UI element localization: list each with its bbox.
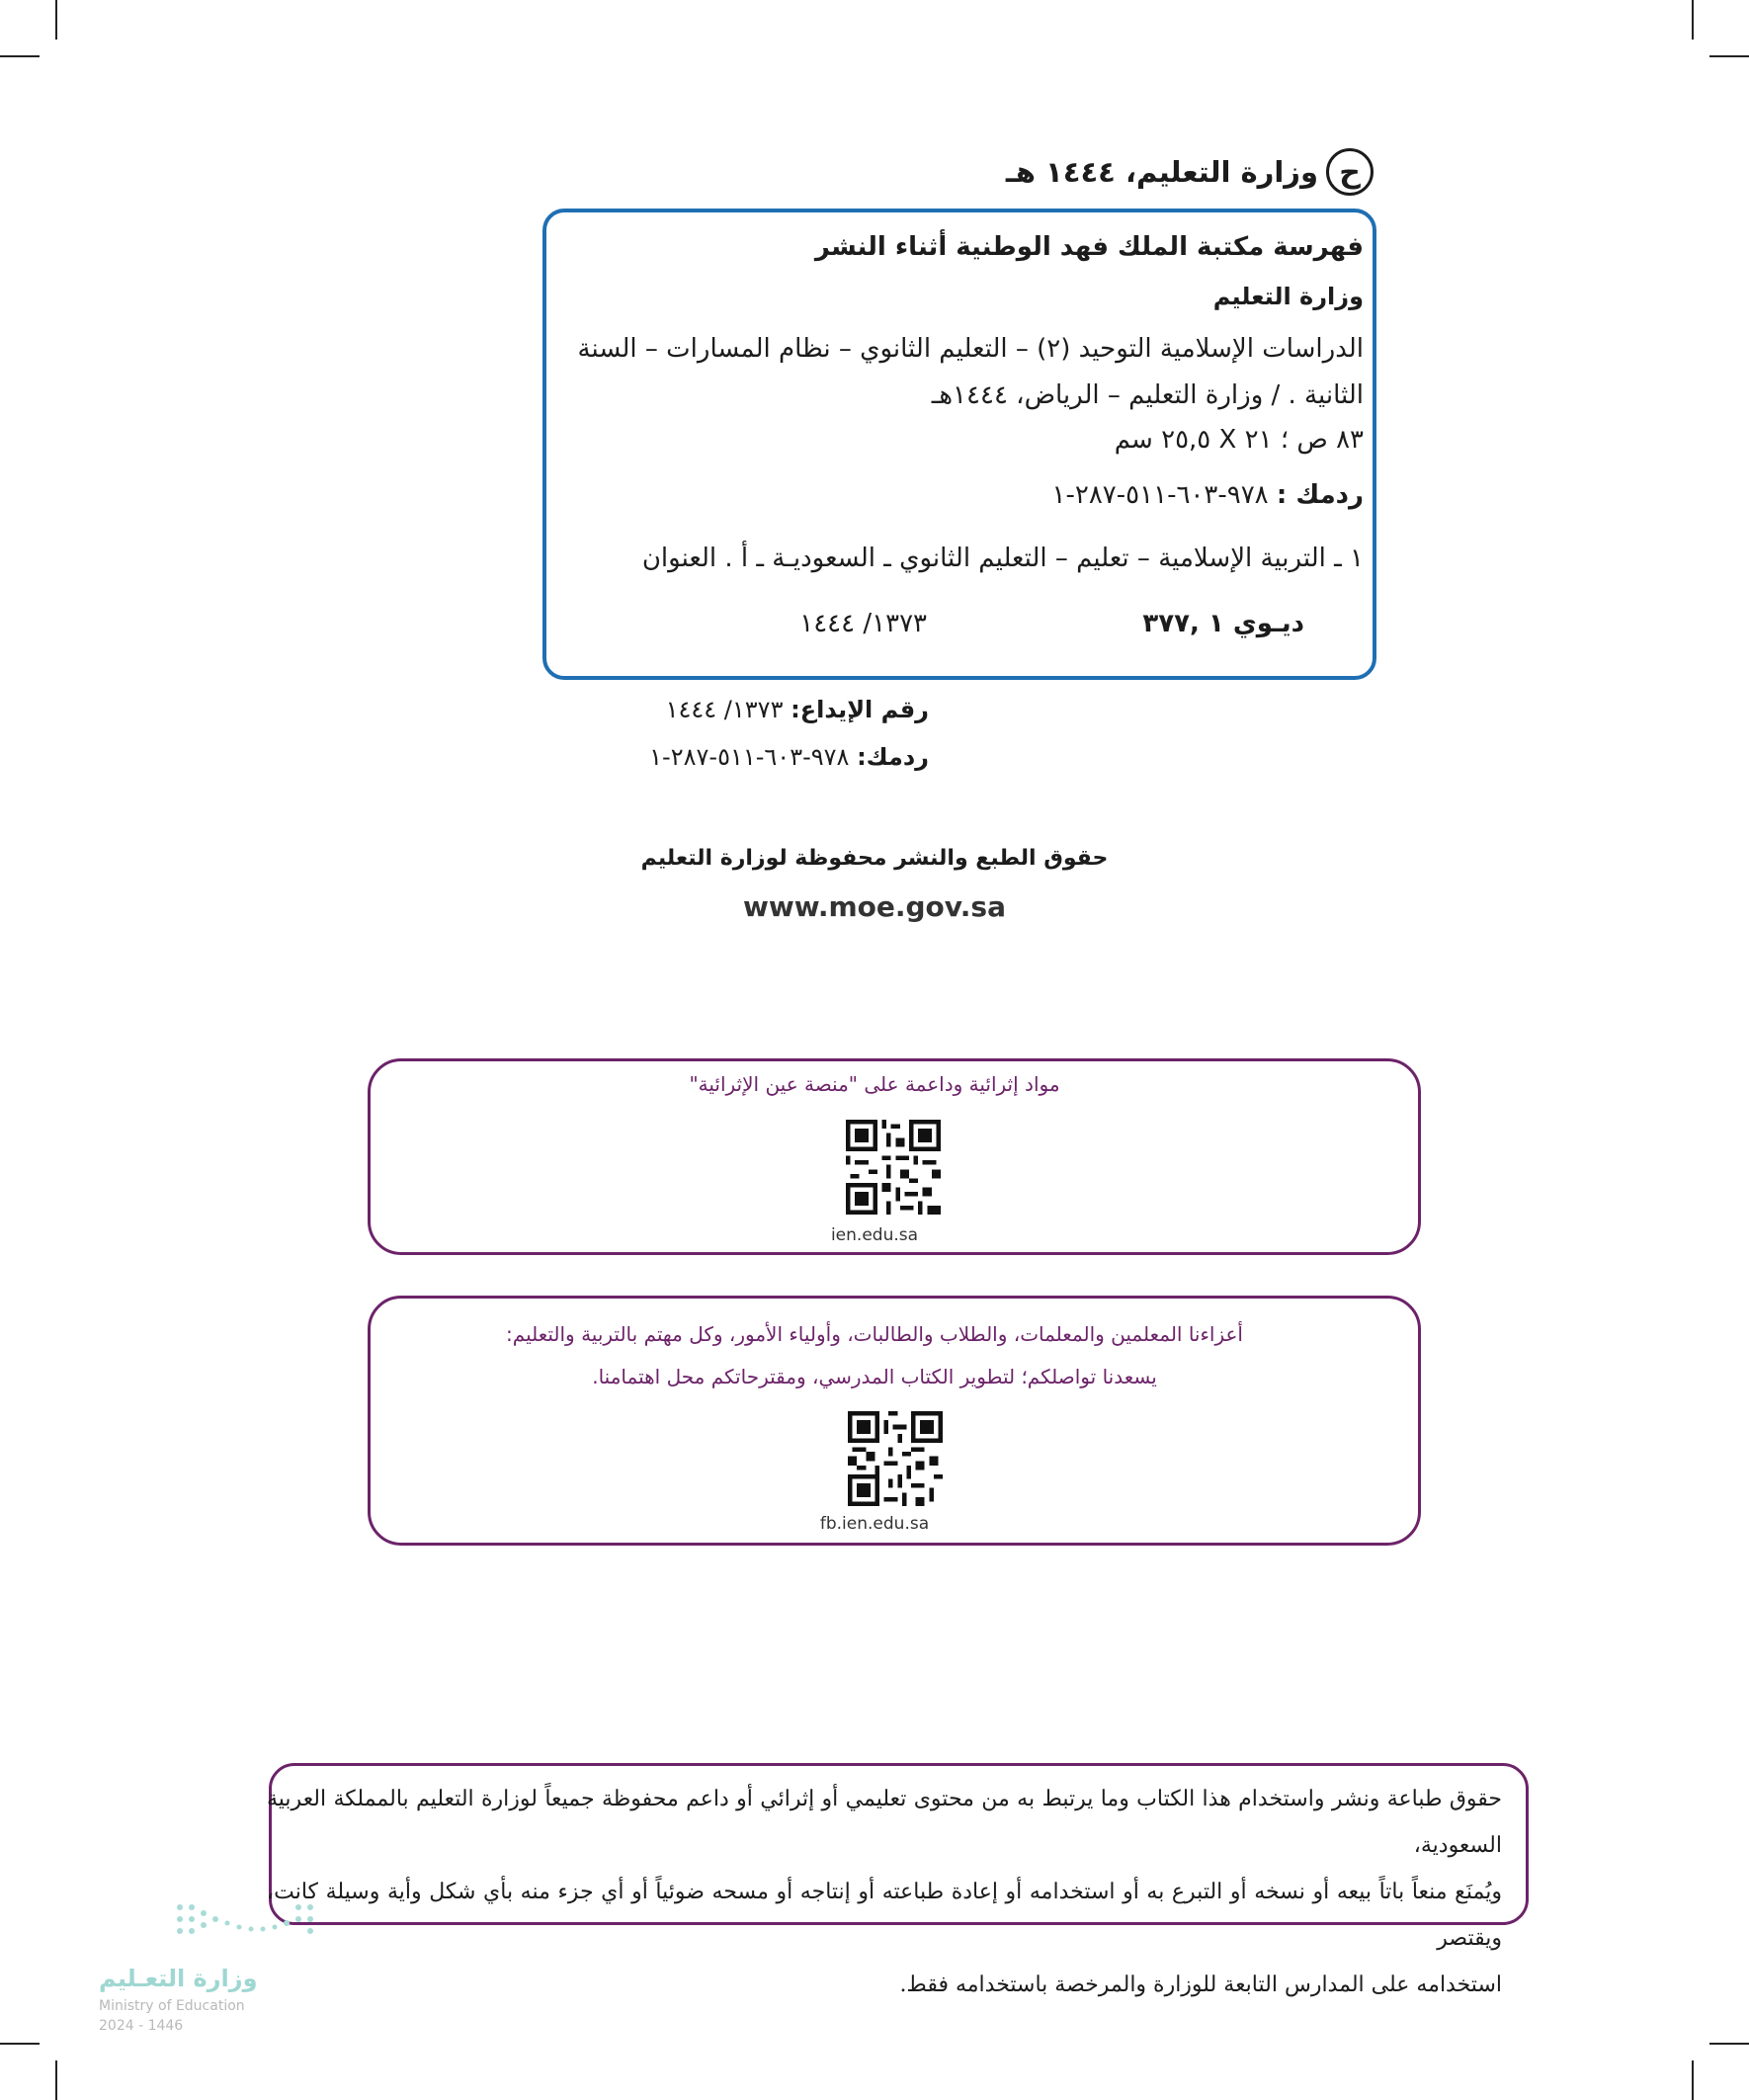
catalog-deposit: ١٣٧٣/ ١٤٤٤ [799,609,927,638]
catalog-title-line2: الثانية . / وزارة التعليم – الرياض، ١٤٤٤هـ [931,380,1364,410]
crop-mark [1692,2060,1694,2100]
catalog-publisher: وزارة التعليم [1212,283,1364,310]
deposit-line [666,696,929,723]
ien-qr-code[interactable] [846,1120,941,1218]
isbn-value: ٩٧٨-٦٠٣-٥١١-٢٨٧-١ [649,743,850,771]
crop-mark [1692,0,1694,40]
watermark-years: 2024 - 1446 [99,2018,184,2034]
deposit-label: رقم الإيداع: [791,696,929,723]
feedback-line2: يسعدنا تواصلكم؛ لتطوير الكتاب المدرسي، ومقترحاتكم محل اهتمامنا. [592,1365,1157,1388]
isbn-label: ردمك: [857,743,929,771]
catalog-pages: ٨٣ ص ؛ ٢١ X ٢٥,٥ سم [1114,425,1364,455]
copyright-line [1006,148,1374,196]
copyright-symbol: ح [1326,148,1374,196]
ien-caption: مواد إثرائية وداعمة على "منصة عين الإثرائية" [689,1072,1060,1096]
crop-mark [55,0,57,40]
notice-line1: حقوق طباعة ونشر واستخدام هذا الكتاب وما يرتبط به من محتوى تعليمي أو إثرائي أو داعم محفوظة جميعاً لوزارة التعليم بالمملكة العربية السعودية، [267,1787,1502,1858]
website-link[interactable]: www.moe.gov.sa [743,890,1006,923]
crop-mark [0,55,40,57]
feedback-line1: أعزاءنا المعلمين والمعلمات، والطلاب والطالبات، وأولياء الأمور، وكل مهتم بالتربية والتعليم: [506,1322,1243,1346]
catalog-heading: فهرسة مكتبة الملك فهد الوطنية أثناء النشر [814,232,1364,262]
copyright-text: وزارة التعليم، ١٤٤٤ هـ [1005,155,1318,189]
crop-mark [55,2060,57,2100]
watermark-name-en: Ministry of Education [99,1998,245,2014]
catalog-isbn [1052,480,1365,510]
notice-line2: ويُمنَع منعاً باتاً بيعه أو نسخه أو التبرع به أو استخدامه أو إعادة طباعته أو إنتاجه أو مسحه ضوئياً أو أي جزء منه بأي شكل وأية وسيلة كانت، ويقتصر [267,1880,1502,1951]
isbn-line [649,743,929,771]
crop-mark [0,2043,40,2045]
catalog-title-line1: الدراسات الإسلامية التوحيد (٢) – التعليم الثانوي – نظام المسارات – السنة [577,334,1364,364]
rights-reserved: حقوق الطبع والنشر محفوظة لوزارة التعليم [640,846,1109,871]
ien-url[interactable]: ien.edu.sa [830,1225,919,1245]
feedback-qr-code[interactable] [848,1411,943,1510]
catalog-dewey: ديـوي ١ ,٣٧٧ [1142,609,1304,638]
catalog-isbn-value: ٩٧٨-٦٠٣-٥١١-٢٨٧-١ [1051,480,1269,510]
catalog-subjects: ١ ـ التربية الإسلامية – تعليم – التعليم الثانوي ـ السعوديـة ـ أ . العنوان [641,544,1364,573]
notice-line3: استخدامه على المدارس التابعة للوزارة والمرخصة باستخدامه فقط. [899,1973,1502,1997]
crop-mark [1709,55,1749,57]
crop-mark [1709,2043,1749,2045]
deposit-value: ١٣٧٣/ ١٤٤٤ [665,696,784,723]
notice-text [267,1776,1502,2008]
catalog-isbn-label: ردمك : [1276,480,1364,510]
ministry-logo-icon [172,1899,322,1951]
watermark-name-ar: وزارة التعـليم [99,1965,258,1992]
feedback-url[interactable]: fb.ien.edu.sa [819,1514,930,1534]
